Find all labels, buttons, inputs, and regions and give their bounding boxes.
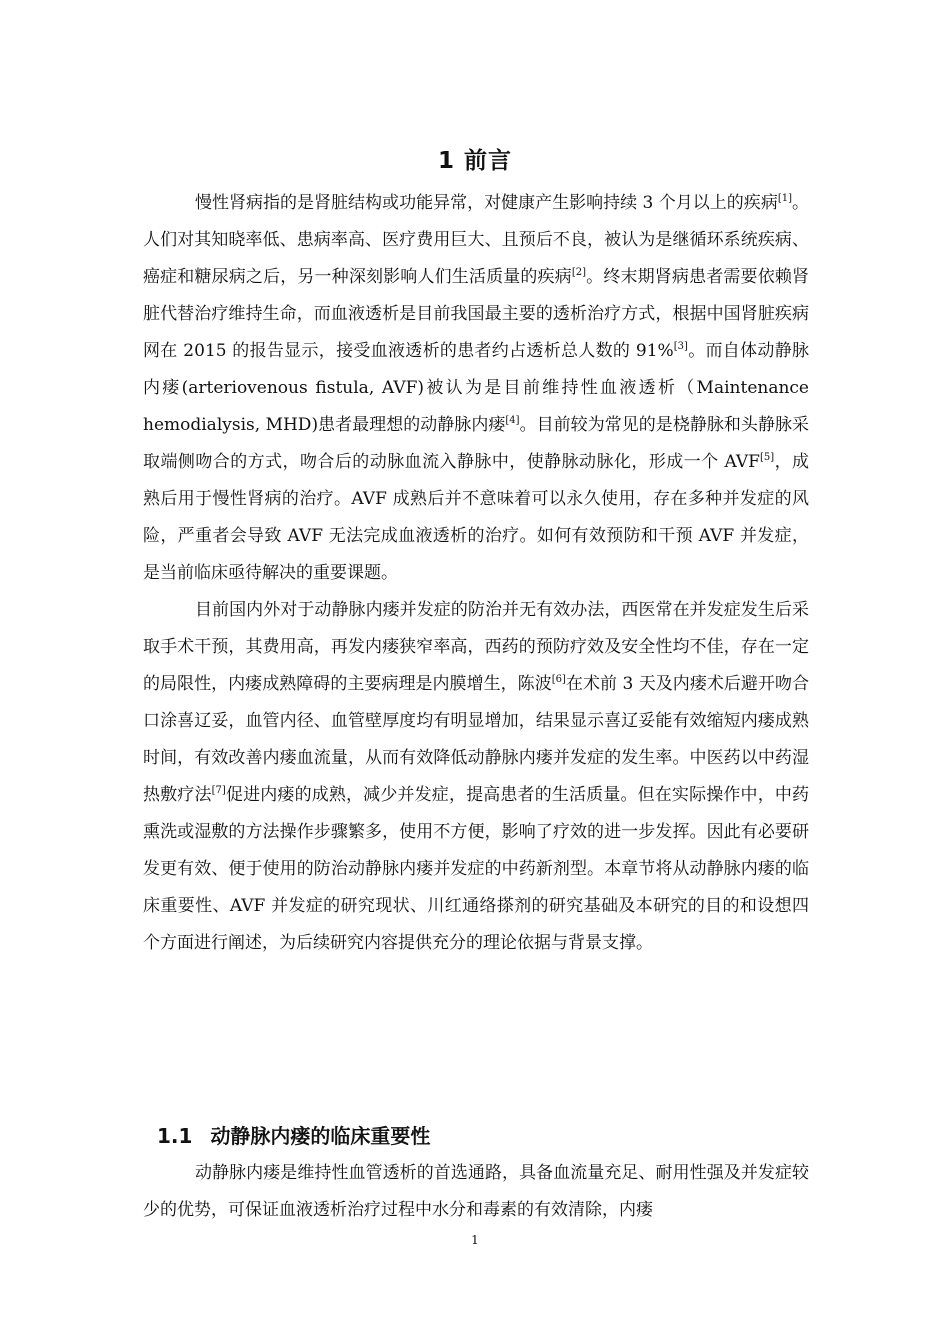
body-paragraph	[143, 1155, 809, 1229]
paragraph-text: 。而自体动静脉内瘘(arteriovenous fistula, AVF)被认为是目前维持性血液透析（Maintenance hemodialysis, MHD)患者最理想的动静脉内瘘	[143, 341, 810, 435]
citation-marker: [5]	[759, 452, 775, 463]
paragraph-text: 。目前较为常见的是桡静脉和头静脉采取端侧吻合的方式，吻合后的动脉血流入静脉中，使静脉动脉化，形成一个 AVF	[143, 415, 810, 472]
paragraph-text: 。终末期肾病患者需要依赖肾脏代替治疗维持生命，而血液透析是目前我国最主要的透析治疗方式，根据中国肾脏疾病网在 2015 的报告显示，接受血液透析的患者约占透析总人数的 91%	[143, 267, 810, 361]
citation-marker: [1]	[777, 193, 792, 204]
introduction-body	[143, 185, 809, 962]
page-number: 1	[471, 1233, 479, 1247]
body-paragraph	[143, 185, 809, 592]
citation-marker: [4]	[505, 415, 520, 426]
citation-marker: [7]	[211, 785, 226, 796]
paragraph-text: 动静脉内瘘是维持性血管透析的首选通路，具备血流量充足、耐用性强及并发症较少的优势，可保证血液透析治疗过程中水分和毒素的有效清除，内瘘	[143, 1163, 809, 1220]
section-heading	[157, 1120, 430, 1149]
chapter-title: 1 前言	[437, 148, 512, 175]
paragraph-text: 目前国内外对于动静脉内瘘并发症的防治并无有效办法，西医常在并发症发生后采取手术干预，其费用高，再发内瘘狭窄率高，西药的预防疗效及安全性均不佳，存在一定的局限性，内瘘成熟障碍的主要病理是内膜增生，陈波	[143, 600, 809, 694]
body-paragraph	[143, 592, 809, 962]
section-title: 动静脉内瘘的临床重要性	[210, 1123, 431, 1148]
paragraph-text: 慢性肾病指的是肾脏结构或功能异常，对健康产生影响持续 3 个月以上的疾病	[195, 193, 778, 213]
paragraph-text: 促进内瘘的成熟，减少并发症，提高患者的生活质量。但在实际操作中，中药熏洗或湿敷的方法操作步骤繁多，使用不方便，影响了疗效的进一步发挥。因此有必要研发更有效、便于使用的防治动静脉内瘘并发症的中药新剂型。本章节将从动静脉内瘘的临床重要性、AVF 并发症的研究现状、川红通络搽剂的研究基础及本研究的目的和设想四个方面进行阐述，为后续研究内容提供充分的理论依据与背景支撑。	[143, 785, 810, 953]
citation-marker: [6]	[551, 674, 566, 685]
citation-marker: [2]	[571, 267, 587, 278]
paragraph-text: 在术前 3 天及内瘘术后避开吻合口涂喜辽妥，血管内径、血管壁厚度均有明显增加，结果显示喜辽妥能有效缩短内瘘成熟时间，有效改善内瘘血流量，从而有效降低动静脉内瘘并发症的发生率。中医药以中药湿热敷疗法	[143, 674, 810, 805]
section-number: 1.1	[157, 1123, 193, 1148]
citation-marker: [3]	[673, 341, 688, 352]
section-body	[143, 1155, 809, 1229]
paragraph-text: ，成熟后用于慢性肾病的治疗。AVF 成熟后并不意味着可以永久使用，存在多种并发症的风险，严重者会导致 AVF 无法完成血液透析的治疗。如何有效预防和干预 AVF 并发症，是当前临床亟待解决的重要课题。	[143, 452, 810, 583]
paragraph-text: 。人们对其知晓率低、患病率高、医疗费用巨大、且预后不良，被认为是继循环系统疾病、癌症和糖尿病之后，另一种深刻影响人们生活质量的疾病	[143, 193, 810, 287]
